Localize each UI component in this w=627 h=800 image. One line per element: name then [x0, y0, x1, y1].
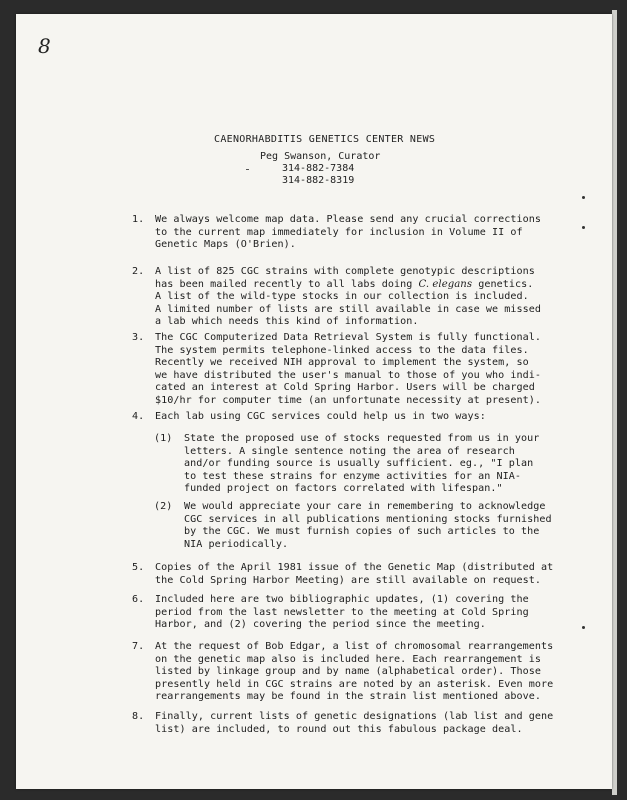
item-text	[155, 641, 553, 704]
page-edge	[612, 10, 617, 795]
item-text	[155, 332, 541, 408]
text-line: presently held in CGC strains are noted by an asterisk. Even more	[155, 678, 554, 690]
item-number: 6.	[132, 594, 145, 605]
text-line: State the proposed use of stocks requested from us in your	[184, 433, 540, 444]
phone-number-2: 314-882-8319	[282, 175, 355, 186]
text-line: We always welcome map data. Please send any crucial corrections	[155, 214, 541, 225]
text-line: Copies of the April 1981 issue of the Genetic Map (distributed at	[155, 562, 554, 573]
text-line: A list of 825 CGC strains with complete genotypic descriptions	[155, 266, 535, 277]
text-line: NIA periodically.	[184, 538, 289, 550]
text-line: listed by linkage group and by name (alphabetical order). Those	[155, 666, 541, 678]
text-line: Harbor, and (2) covering the period since the meeting.	[155, 619, 486, 631]
text-line: funded project on factors correlated with lifespan."	[184, 483, 503, 495]
text-line: by the CGC. We must furnish copies of such articles to the	[184, 526, 540, 538]
item-text	[184, 501, 552, 551]
item-number: 2.	[132, 266, 145, 277]
text-line: Included here are two bibliographic updates, (1) covering the	[155, 594, 529, 605]
item-number: 8.	[132, 711, 145, 722]
item-number: 5.	[132, 562, 145, 573]
text-line: we have distributed the user's manual to those of you who indi-	[155, 369, 541, 381]
text-line: period from the last newsletter to the meeting at Cold Spring	[155, 606, 529, 618]
text-line: Finally, current lists of genetic designations (lab list and gene	[155, 711, 554, 722]
text-line: letters. A single sentence noting the area of research	[184, 445, 515, 457]
curator-name: Peg Swanson, Curator	[260, 151, 381, 162]
item-text	[155, 594, 529, 632]
text-line: on the genetic map also is included here. Each rearrangement is	[155, 653, 541, 665]
paper-speck	[582, 226, 585, 229]
text-line: list) are included, to round out this fabulous package deal.	[155, 723, 523, 735]
text-line: and/or funding source is usually sufficient. eg., "I plan	[184, 458, 534, 470]
item-number: (1)	[154, 433, 173, 444]
paper-speck	[582, 626, 585, 629]
item-number: 4.	[132, 411, 145, 422]
text-line: to test these strains for enzyme activities for an NIA-	[184, 470, 521, 482]
document-title: CAENORHABDITIS GENETICS CENTER NEWS	[214, 134, 436, 145]
text-line: A limited number of lists are still available in case we missed	[155, 303, 541, 315]
item-text	[155, 562, 553, 587]
text-line: the Cold Spring Harbor Meeting) are still available on request.	[155, 574, 541, 586]
item-text	[184, 433, 539, 496]
item-text	[155, 214, 541, 252]
text-line: At the request of Bob Edgar, a list of chromosomal rearrangements	[155, 641, 554, 652]
text-line: The CGC Computerized Data Retrieval System is fully functional.	[155, 332, 541, 343]
pencil-mark	[246, 169, 249, 170]
text-line: Recently we received NIH approval to implement the system, so	[155, 357, 529, 369]
text-line: $10/hr for computer time (an unfortunate necessity at present).	[155, 394, 541, 406]
item-text	[155, 266, 541, 329]
text-line: A list of the wild-type stocks in our collection is included.	[155, 291, 529, 303]
text-line: Each lab using CGC services could help us in two ways:	[155, 411, 486, 422]
phone-number-1: 314-882-7384	[282, 163, 355, 174]
text-line: We would appreciate your care in remembering to acknowledge	[184, 501, 546, 512]
item-text	[155, 711, 553, 736]
text-line: Genetic Maps (O'Brien).	[155, 239, 296, 251]
text-line: The system permits telephone-linked access to the data files.	[155, 344, 529, 356]
item-number: 3.	[132, 332, 145, 343]
text-line: has been mailed recently to all labs doing C. elegans genetics.	[155, 278, 534, 290]
handwritten-page-number: 8	[38, 34, 51, 58]
item-number: 1.	[132, 214, 145, 225]
text-line: a lab which needs this kind of information.	[155, 316, 419, 328]
paper-speck	[582, 196, 585, 199]
text-line: CGC services in all publications mentioning stocks furnished	[184, 513, 552, 525]
text-line: rearrangements may be found in the strain list mentioned above.	[155, 691, 541, 703]
text-line: cated an interest at Cold Spring Harbor. Users will be charged	[155, 382, 535, 394]
item-number: 7.	[132, 641, 145, 652]
text-line: to the current map immediately for inclusion in Volume II of	[155, 226, 523, 238]
document-page	[16, 14, 612, 789]
item-text	[155, 411, 486, 424]
item-number: (2)	[154, 501, 173, 512]
